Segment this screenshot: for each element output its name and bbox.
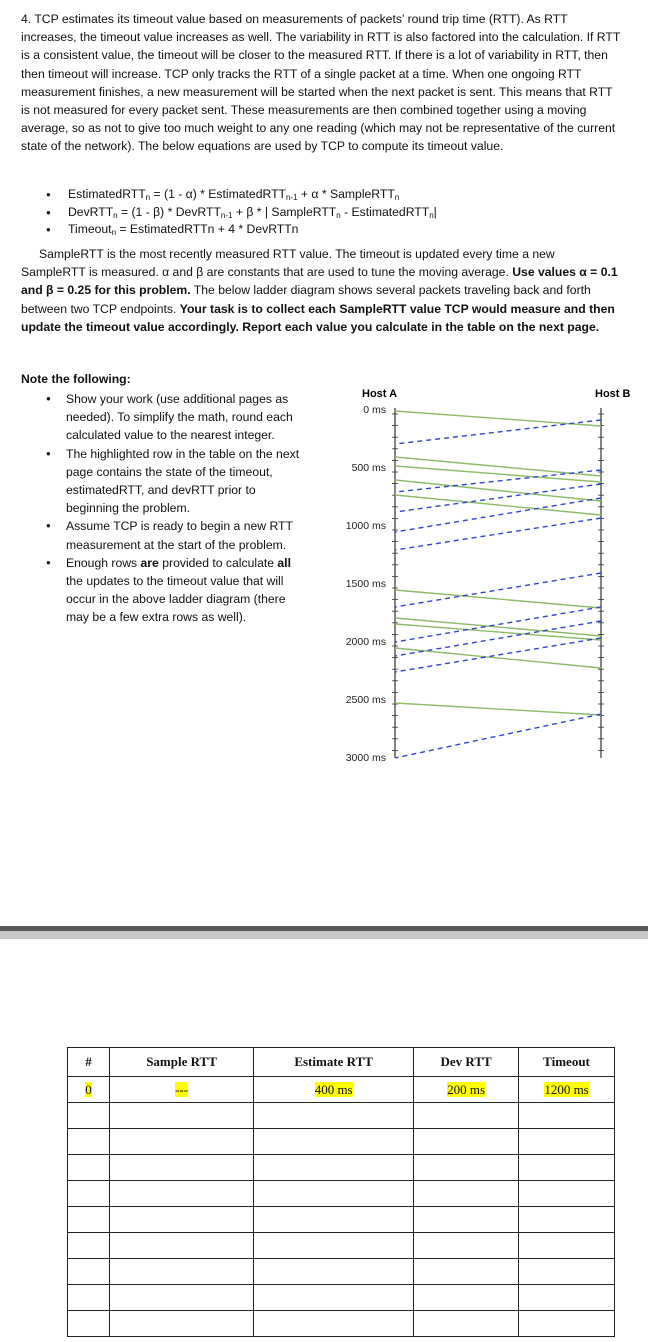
empty-cell[interactable] [519, 1259, 615, 1285]
empty-cell[interactable] [110, 1155, 254, 1181]
empty-cell[interactable] [414, 1259, 519, 1285]
empty-cell[interactable] [110, 1311, 254, 1337]
data-packet-line [395, 590, 601, 608]
table-row-empty [68, 1155, 615, 1181]
ack-packet-line [395, 573, 601, 607]
table-row-empty [68, 1259, 615, 1285]
ack-packet-line [395, 420, 601, 444]
table-row-empty [68, 1181, 615, 1207]
equation-estimated-rtt: ● EstimatedRTT$_n$ = (1 - α) * EstimatedRTT$_{n-1}$ + α * SampleRTT$_n$ [46, 186, 437, 204]
tick-label-2000: 2000 ms [345, 636, 386, 648]
empty-cell[interactable] [414, 1129, 519, 1155]
tick-label-500: 500 ms [351, 462, 386, 474]
empty-cell[interactable] [110, 1259, 254, 1285]
tick-labels [346, 404, 386, 764]
empty-cell[interactable] [414, 1155, 519, 1181]
empty-cell[interactable] [519, 1207, 615, 1233]
header-number: # [68, 1048, 110, 1077]
empty-cell[interactable] [254, 1129, 414, 1155]
table-row-initial [68, 1077, 615, 1103]
note-highlighted-row: ● The highlighted row in the table on the next page contains the state of the timeout, estimatedRTT, and devRTT prior to beginning the problem. [46, 445, 308, 518]
ack-packets [395, 420, 601, 758]
note-ready: ● Assume TCP is ready to begin a new RTT measurement at the start of the problem. [46, 517, 308, 553]
initial-number: 0 [85, 1081, 92, 1097]
header-sample-rtt: Sample RTT [110, 1048, 254, 1077]
empty-cell[interactable] [519, 1103, 615, 1129]
empty-cell[interactable] [68, 1129, 110, 1155]
page-divider-light [0, 931, 648, 939]
empty-cell[interactable] [68, 1103, 110, 1129]
empty-cell[interactable] [68, 1155, 110, 1181]
empty-cell[interactable] [414, 1233, 519, 1259]
table-row-empty [68, 1129, 615, 1155]
tick-label-2500: 2500 ms [345, 694, 386, 706]
empty-cell[interactable] [254, 1207, 414, 1233]
header-estimate-rtt: Estimate RTT [254, 1048, 414, 1077]
data-packet-line [395, 648, 601, 668]
table-row-empty [68, 1103, 615, 1129]
empty-cell[interactable] [68, 1233, 110, 1259]
table-header-row [68, 1048, 615, 1077]
tick-label-3000: 3000 ms [345, 752, 386, 764]
initial-timeout: 1200 ms [544, 1081, 589, 1097]
equation-timeout: ● Timeout$_n$ = EstimatedRTTn + 4 * DevRTTn [46, 221, 437, 239]
notes-list [46, 390, 308, 627]
table-row-empty [68, 1285, 615, 1311]
tick-label-1000: 1000 ms [345, 520, 386, 532]
empty-cell[interactable] [519, 1233, 615, 1259]
empty-cell[interactable] [110, 1103, 254, 1129]
timelines [392, 408, 604, 758]
empty-cell[interactable] [254, 1103, 414, 1129]
ack-packet-line [395, 607, 601, 642]
empty-cell[interactable] [110, 1285, 254, 1311]
empty-cell[interactable] [110, 1181, 254, 1207]
initial-estimate-rtt: 400 ms [314, 1081, 353, 1097]
empty-cell[interactable] [110, 1233, 254, 1259]
rtt-table [67, 1047, 615, 1337]
empty-cell[interactable] [254, 1155, 414, 1181]
empty-cell[interactable] [68, 1207, 110, 1233]
ladder-diagram [330, 380, 640, 775]
empty-cell[interactable] [414, 1207, 519, 1233]
empty-cell[interactable] [414, 1181, 519, 1207]
initial-sample-rtt: --- [175, 1081, 189, 1097]
empty-cell[interactable] [254, 1285, 414, 1311]
empty-cell[interactable] [519, 1311, 615, 1337]
intro-paragraph: 4. TCP estimates its timeout value based on measurements of packets’ round trip time (RTT). As RTT increases, the timeout value increases as well. The variability in RTT is also factored into the calculation. If RTT is a consistent value, the timeout will be closer to the measured RTT. If there is a lot of variability in RTT, then then timeout will increase. TCP only tracks the RTT of a single packet at a time. When one ongoing RTT measurement finishes, a new measurement will be started when the next packet is sent. This means that RTT is not measured for every packet sent. These measurements are then combined together using a moving average, so as not to give too much weight to any one reading (which may not be representative of the current state of the network). The below equations are used by TCP to compute its timeout value. [21, 12, 621, 154]
ack-packet-line [395, 714, 601, 758]
empty-cell[interactable] [68, 1259, 110, 1285]
table-row-empty [68, 1207, 615, 1233]
tick-label-1500: 1500 ms [345, 578, 386, 590]
empty-cell[interactable] [110, 1207, 254, 1233]
empty-cell[interactable] [519, 1155, 615, 1181]
initial-dev-rtt: 200 ms [447, 1081, 486, 1097]
empty-cell[interactable] [414, 1103, 519, 1129]
empty-cell[interactable] [68, 1285, 110, 1311]
empty-cell[interactable] [254, 1233, 414, 1259]
note-show-work: ● Show your work (use additional pages as needed). To simplify the math, round each calculated value to the nearest integer. [46, 390, 308, 445]
notes-title: Note the following: [21, 372, 131, 386]
equation-dev-rtt: ● DevRTT$_n$ = (1 - β) * DevRTT$_{n-1}$ + β * | SampleRTT$_n$ - EstimatedRTT$_n$| [46, 204, 437, 222]
task-description: SampleRTT is the most recently measured RTT value. The timeout is updated every time a new SampleRTT is measured. α and β are constants that are used to tune the moving average. Use values α = 0.1 and β = 0.25 for this problem. The below ladder diagram shows several packets traveling back and forth between two TCP endpoints. Your task is to collect each SampleRTT value TCP would measure and then update the timeout value accordingly. Report each value you calculate in the table on the next page. [21, 247, 618, 334]
table-row-empty [68, 1311, 615, 1337]
empty-cell[interactable] [254, 1311, 414, 1337]
host-b-label: Host B [595, 388, 631, 400]
host-a-label: Host A [362, 388, 398, 400]
empty-cell[interactable] [110, 1129, 254, 1155]
problem-intro [21, 10, 621, 156]
empty-cell[interactable] [414, 1311, 519, 1337]
empty-cell[interactable] [254, 1259, 414, 1285]
ack-packet-line [395, 638, 601, 672]
empty-cell[interactable] [519, 1181, 615, 1207]
equation-list [46, 186, 437, 239]
data-packet-line [395, 703, 601, 715]
data-packets [395, 411, 601, 715]
empty-cell[interactable] [414, 1285, 519, 1311]
tick-label-0: 0 ms [363, 404, 386, 416]
header-timeout: Timeout [519, 1048, 615, 1077]
empty-cell[interactable] [254, 1181, 414, 1207]
empty-cell[interactable] [68, 1181, 110, 1207]
empty-cell[interactable] [68, 1311, 110, 1337]
note-enough-rows: ● Enough rows are provided to calculate all the updates to the timeout value that will occur in the above ladder diagram (there may be a few extra rows as well). [46, 554, 308, 627]
ack-packet-line [395, 498, 601, 532]
header-dev-rtt: Dev RTT [414, 1048, 519, 1077]
empty-cell[interactable] [519, 1285, 615, 1311]
table-row-empty [68, 1233, 615, 1259]
empty-cell[interactable] [519, 1129, 615, 1155]
ack-packet-line [395, 518, 601, 550]
